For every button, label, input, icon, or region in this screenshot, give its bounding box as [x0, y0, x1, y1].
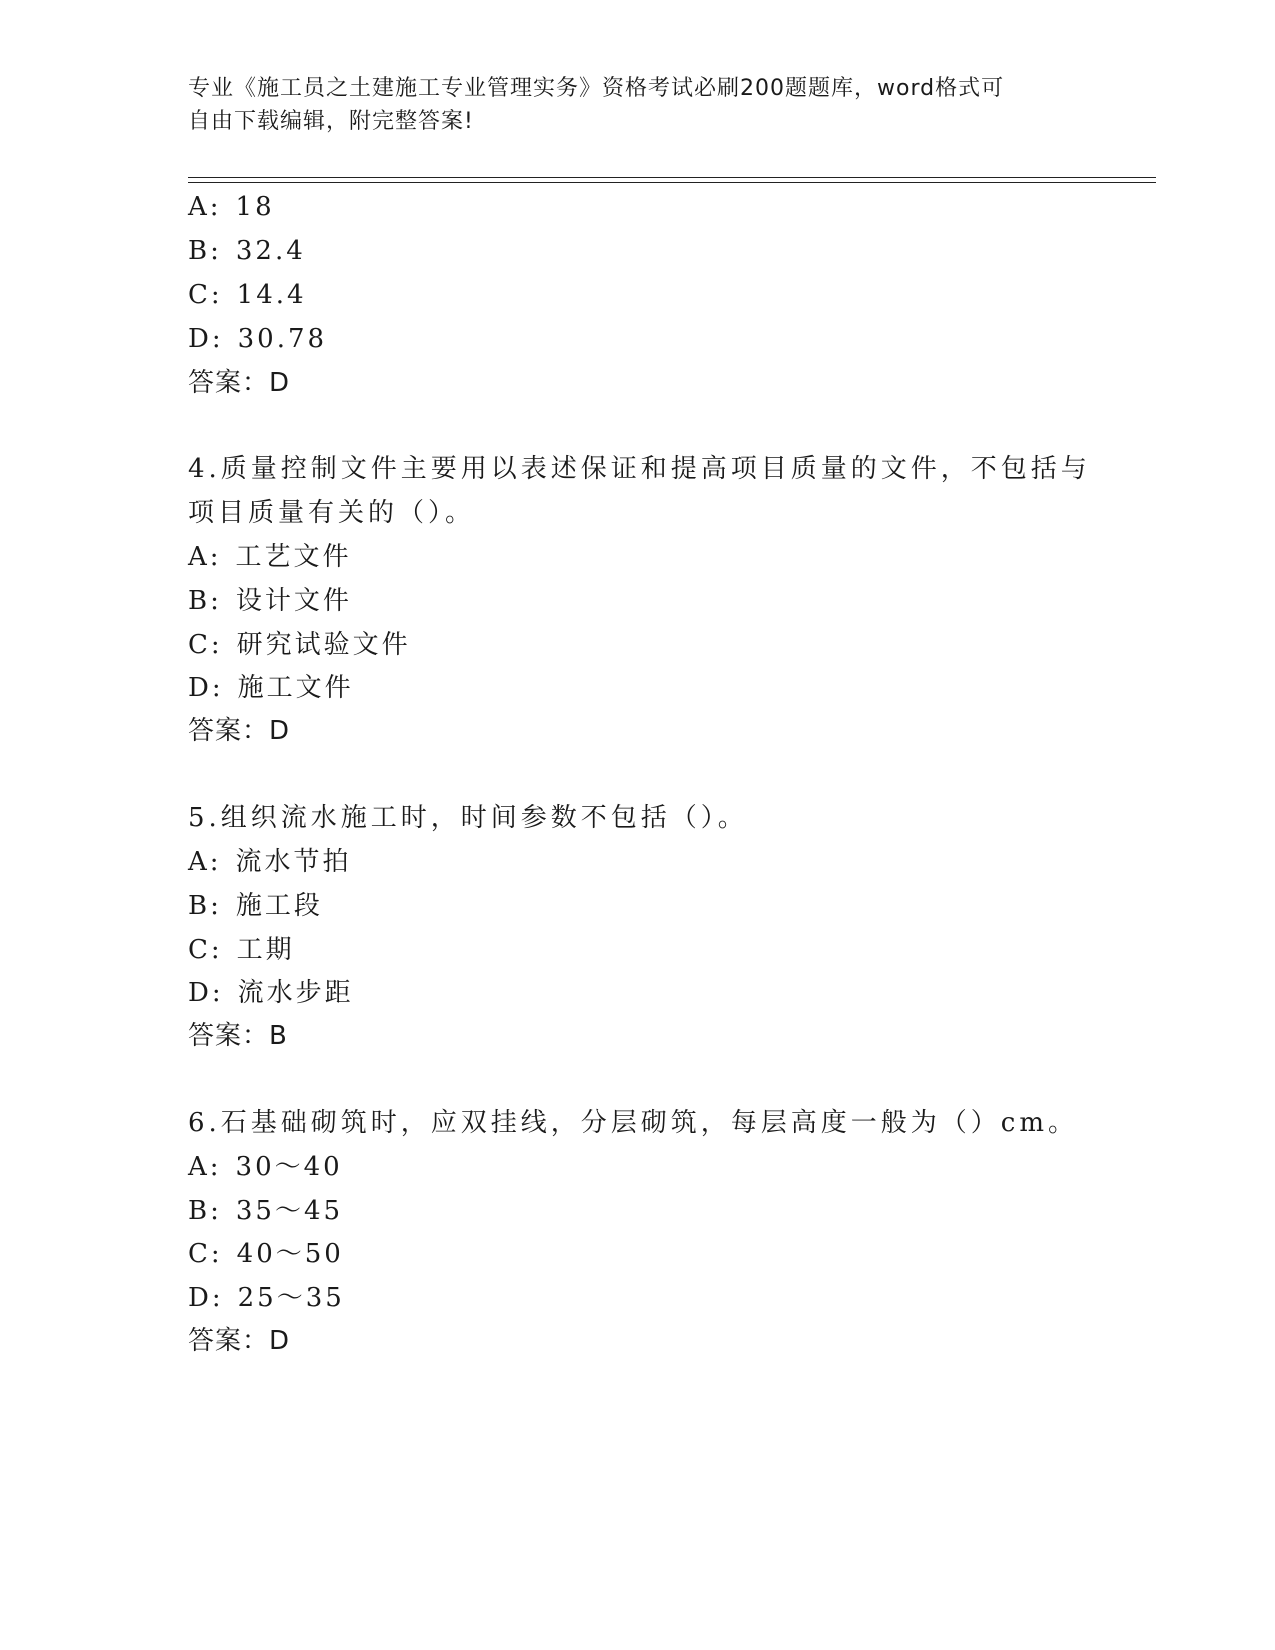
q3-option-c: C: 14.4 — [188, 280, 307, 310]
q4-option-a: A: 工艺文件 — [188, 542, 352, 572]
q3-option-b: B: 32.4 — [188, 236, 306, 266]
q5-stem-line-1: 5.组织流水施工时，时间参数不包括（）。 — [188, 803, 748, 833]
q6-option-a: A: 30～40 — [188, 1152, 343, 1182]
q4-option-d: D: 施工文件 — [188, 673, 354, 703]
q3-option-d: D: 30.78 — [188, 324, 328, 354]
header-divider-bottom — [188, 182, 1156, 183]
q5-option-c: C: 工期 — [188, 935, 295, 965]
q5-option-d: D: 流水步距 — [188, 978, 354, 1008]
q4-stem-line-2: 项目质量有关的（）。 — [188, 498, 476, 528]
document-header — [188, 72, 1088, 138]
q4-stem-line-1: 4.质量控制文件主要用以表述保证和提高项目质量的文件，不包括与 — [188, 454, 1091, 484]
q5-answer: 答案：B — [188, 1021, 288, 1051]
q3-option-a: A: 18 — [188, 192, 275, 222]
q6-answer: 答案：D — [188, 1326, 291, 1356]
q4-answer: 答案：D — [188, 716, 291, 746]
header-divider-top — [188, 177, 1156, 178]
q4-option-c: C: 研究试验文件 — [188, 630, 411, 660]
header-line-2: 自由下载编辑，附完整答案! — [188, 109, 474, 134]
header-line-1: 专业《施工员之土建施工专业管理实务》资格考试必刷200题题库，word格式可 — [188, 76, 1005, 101]
q5-option-a: A: 流水节拍 — [188, 847, 352, 877]
q6-option-d: D: 25～35 — [188, 1283, 345, 1313]
q5-option-b: B: 施工段 — [188, 891, 323, 921]
q6-stem-line-1: 6.石基础砌筑时，应双挂线，分层砌筑，每层高度一般为（）cm。 — [188, 1108, 1079, 1138]
q6-option-c: C: 40～50 — [188, 1239, 344, 1269]
q3-answer: 答案：D — [188, 368, 291, 398]
q4-option-b: B: 设计文件 — [188, 586, 352, 616]
q6-option-b: B: 35～45 — [188, 1196, 344, 1226]
